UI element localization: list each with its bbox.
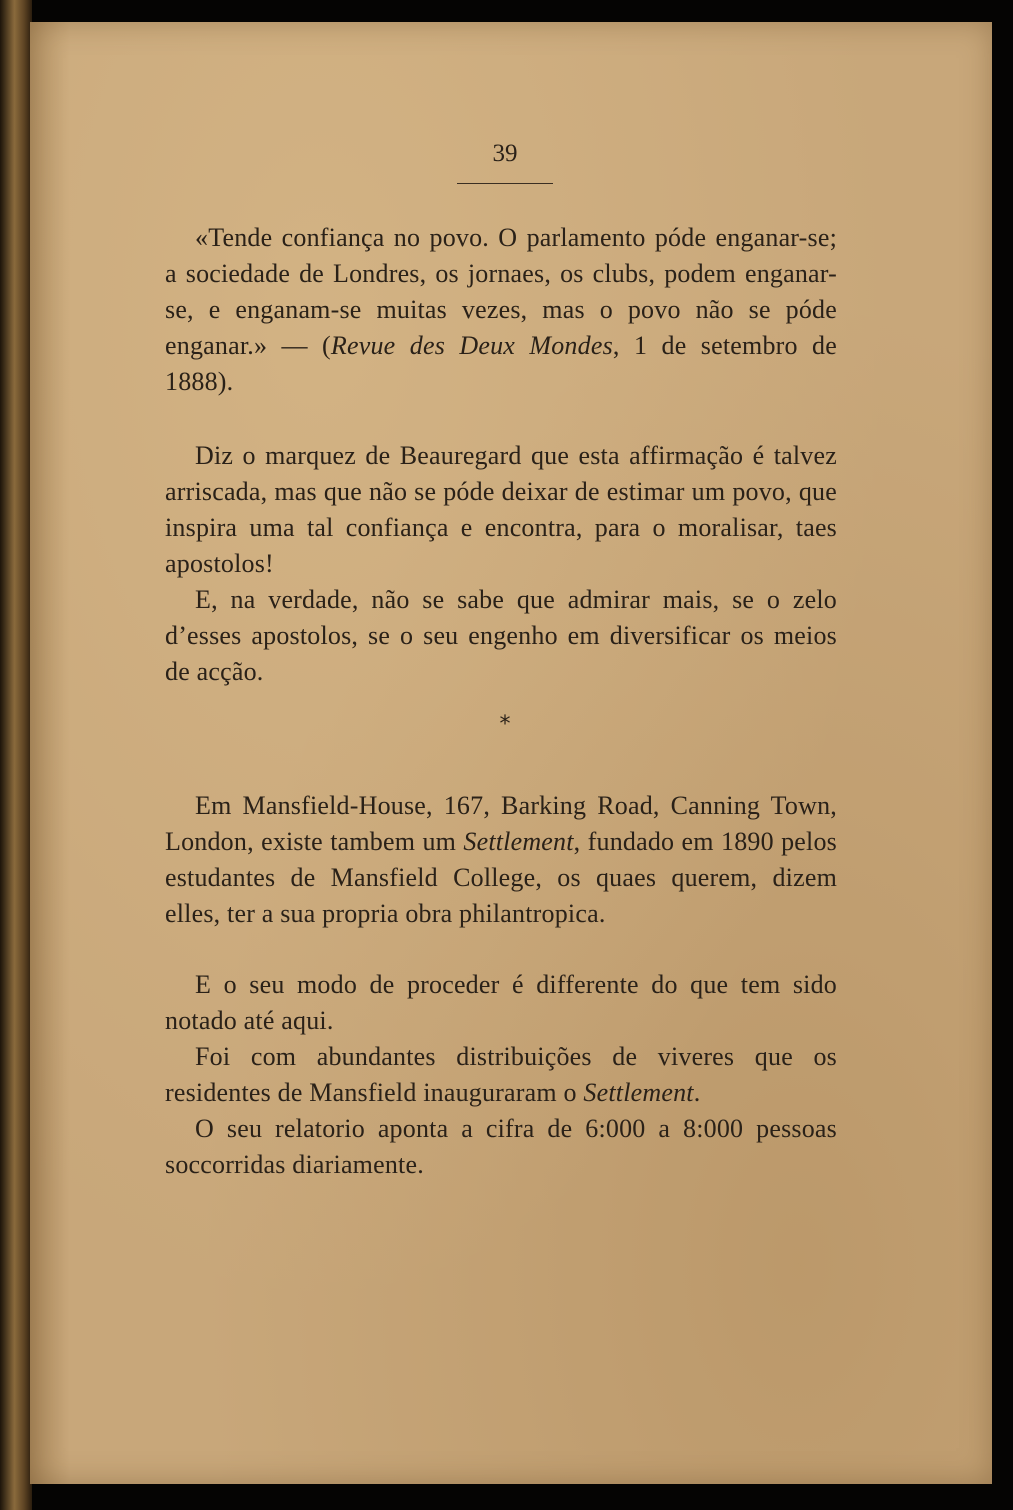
settlement-term: Settlement [463, 827, 574, 856]
paragraph-apostles: E, na verdade, não se sabe que admirar mais, se o zelo d’esses apostolos, se o seu engenho em diversificar os meios de acção. [165, 585, 837, 686]
mansfield-text-start: Em Mansfield-House, 167, Barking Road, Canning Town, London, existe tambem um [165, 791, 837, 856]
journal-title: Revue des Deux Mondes [330, 331, 613, 360]
settlement-term: Settlement [583, 1078, 694, 1107]
mansfield-text-end: , fundado em 1890 pelos estudantes de Mansfield College, os quaes querem, dizem elles, ter a sua propria obra philantropica. [165, 827, 837, 928]
paragraph-quote [165, 220, 837, 400]
page-number: 39 [492, 140, 518, 167]
paragraph-mansfield-house [165, 788, 837, 932]
header-rule [457, 183, 553, 184]
paragraph-beauregard: Diz o marquez de Beauregard que esta affirmação é talvez arriscada, mas que não se póde deixar de estimar um povo, que inspira uma tal confiança e encontra, para o moralisar, taes apostolos! [165, 441, 837, 578]
paragraph-distributions [165, 1039, 837, 1111]
distributions-text-start: Foi com abundantes distribuições de viveres que os residentes de Mansfield inauguraram o [165, 1042, 837, 1107]
book-spine-edge [0, 0, 32, 1510]
paragraph-report: O seu relatorio aponta a cifra de 6:000 a 8:000 pessoas soccorridas diariamente. [165, 1114, 837, 1179]
section-separator-asterisk: * [499, 712, 511, 737]
paragraph-procedure: E o seu modo de proceder é differente do que tem sido notado até aqui. [165, 970, 837, 1035]
distributions-text-end: . [693, 1078, 701, 1107]
citation-date: , 1 de setembro de 1888). [165, 331, 837, 396]
quote-text: «Tende confiança no povo. O parlamento póde enganar-se; a sociedade de Londres, os jornaes, os clubs, podem enganar-se, e enganam-se muitas vezes, mas o povo não se póde enganar.» — ( [165, 223, 837, 360]
